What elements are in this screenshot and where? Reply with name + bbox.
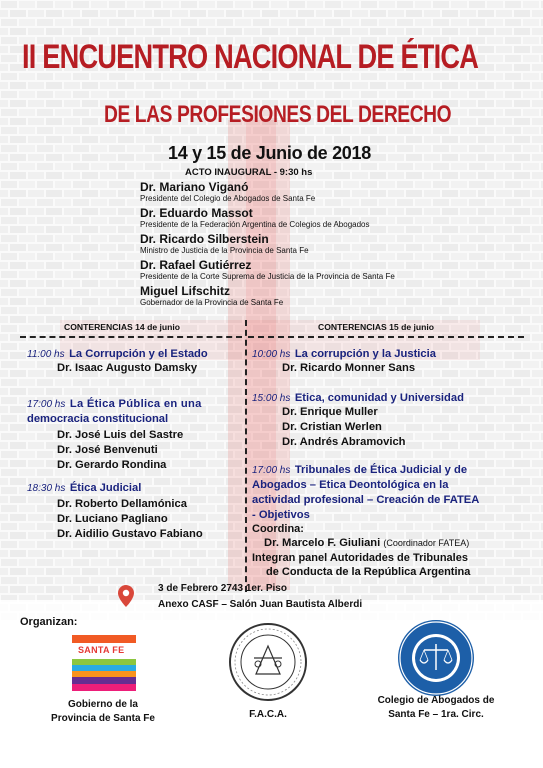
talk-title-cont: actividad profesional – Creación de FATEA xyxy=(252,494,480,506)
talk-title-cont: Abogados – Etica Deontológica en la xyxy=(252,479,449,491)
presenter: Dr. Andrés Abramovich xyxy=(282,436,406,448)
panel-line: Integran panel Autoridades de Tribunales xyxy=(252,552,468,564)
colegio-caption xyxy=(356,694,516,722)
talk-time: 15:00 hs xyxy=(252,393,291,404)
speaker-role: Ministro de Justicia de la Provincia de Santa Fe xyxy=(140,246,309,255)
presenter: Dr. José Benvenuti xyxy=(57,444,158,456)
day1-heading-rule xyxy=(20,336,242,338)
talk-day1-3 xyxy=(27,480,242,542)
talk-title: La corrupción y la Justicia xyxy=(294,348,436,360)
speaker-name: Dr. Mariano Viganó xyxy=(140,180,249,194)
talk-title-cont: - Objetivos xyxy=(252,509,310,521)
talk-title: Tribunales de Ética Judicial y de xyxy=(294,464,468,476)
opening-speaker xyxy=(140,258,500,282)
day1-heading: CONTERENCIAS 14 de junio xyxy=(64,322,181,332)
gov-caption-line1: Gobierno de la xyxy=(67,699,138,710)
speaker-role: Presidente del Colegio de Abogados de Santa Fe xyxy=(140,194,316,203)
presenter: Dr. Isaac Augusto Damsky xyxy=(57,362,198,374)
coordinator-name: Dr. Marcelo F. Giuliani xyxy=(264,537,381,549)
faca-caption: F.A.C.A. xyxy=(249,709,287,720)
speaker-name: Dr. Eduardo Massot xyxy=(140,206,253,220)
gov-caption-line2: Provincia de Santa Fe xyxy=(51,713,155,724)
santa-fe-logo xyxy=(72,635,136,691)
talk-time: 18:30 hs xyxy=(27,483,66,494)
panel-line: de Conducta de la República Argentina xyxy=(266,566,471,578)
venue-line2: Anexo CASF – Salón Juan Bautista Alberdi xyxy=(158,599,363,610)
location-pin-icon xyxy=(118,585,134,607)
talk-day2-1 xyxy=(252,346,522,376)
opening-act-label: ACTO INAUGURAL - 9:30 hs xyxy=(185,167,313,178)
event-title: II ENCUENTRO NACIONAL DE ÉTICA xyxy=(22,38,479,76)
talk-title: La Corrupción y el Estado xyxy=(69,348,208,360)
event-date: 14 y 15 de Junio de 2018 xyxy=(168,143,371,163)
talk-day2-2 xyxy=(252,390,522,450)
talk-time: 17:00 hs xyxy=(252,465,291,476)
presenter: Dr. Aidilio Gustavo Fabiano xyxy=(57,528,203,540)
santa-fe-logo-text: SANTA FE xyxy=(78,645,125,655)
presenter: Dr. José Luis del Sastre xyxy=(57,429,184,441)
speaker-name: Miguel Lifschitz xyxy=(140,284,230,298)
coordinator xyxy=(264,536,524,551)
venue-line1: 3 de Febrero 2743 1er. Piso xyxy=(158,583,287,594)
day2-heading-rule xyxy=(248,336,524,338)
opening-speaker xyxy=(140,180,500,204)
speaker-name: Dr. Ricardo Silberstein xyxy=(140,232,269,246)
presenter: Dr. Roberto Dellamónica xyxy=(57,498,187,510)
talk-time: 11:00 hs xyxy=(27,349,65,360)
event-subtitle: DE LAS PROFESIONES DEL DERECHO xyxy=(104,101,452,128)
talk-title: Etica, comunidad y Universidad xyxy=(294,392,464,404)
talk-day1-2 xyxy=(27,396,242,473)
presenter: Dr. Gerardo Rondina xyxy=(57,459,167,471)
talk-time: 10:00 hs xyxy=(252,349,291,360)
gov-caption xyxy=(28,698,178,726)
talk-day2-3 xyxy=(252,462,524,579)
presenter: Dr. Luciano Pagliano xyxy=(57,513,168,525)
presenter: Dr. Ricardo Monner Sans xyxy=(282,362,416,374)
venue-address xyxy=(158,581,362,613)
opening-speaker xyxy=(140,232,500,256)
colegio-seal-logo xyxy=(396,618,476,698)
presenter: Dr. Cristian Werlen xyxy=(282,421,382,433)
talk-day1-1 xyxy=(27,346,242,376)
day2-heading: CONTERENCIAS 15 de junio xyxy=(318,322,435,332)
opening-speaker xyxy=(140,284,500,308)
colegio-caption-line1: Colegio de Abogados de xyxy=(377,695,495,706)
coordinator-role: (Coordinador FATEA) xyxy=(383,538,470,548)
column-divider xyxy=(245,320,247,592)
presenter: Dr. Enrique Muller xyxy=(282,406,378,418)
talk-time: 17:00 hs xyxy=(27,399,66,410)
coordina-label: Coordina: xyxy=(252,523,304,535)
speaker-role: Presidente de la Federación Argentina de Colegios de Abogados xyxy=(140,220,370,229)
faca-seal-logo xyxy=(228,622,308,702)
colegio-caption-line2: Santa Fe – 1ra. Circ. xyxy=(388,709,484,720)
talk-title: Ética Judicial xyxy=(69,482,142,494)
talk-title-cont: democracia constitucional xyxy=(27,413,169,425)
speaker-role: Presidente de la Corte Suprema de Justicia de la Provincia de Santa Fe xyxy=(140,272,395,281)
opening-speakers-list xyxy=(140,180,500,310)
speaker-name: Dr. Rafael Gutiérrez xyxy=(140,258,252,272)
speaker-role: Gobernador de la Provincia de Santa Fe xyxy=(140,298,284,307)
talk-title: La Ética Pública en una xyxy=(69,398,202,410)
opening-speaker xyxy=(140,206,500,230)
organizers-label: Organizan: xyxy=(20,616,78,628)
